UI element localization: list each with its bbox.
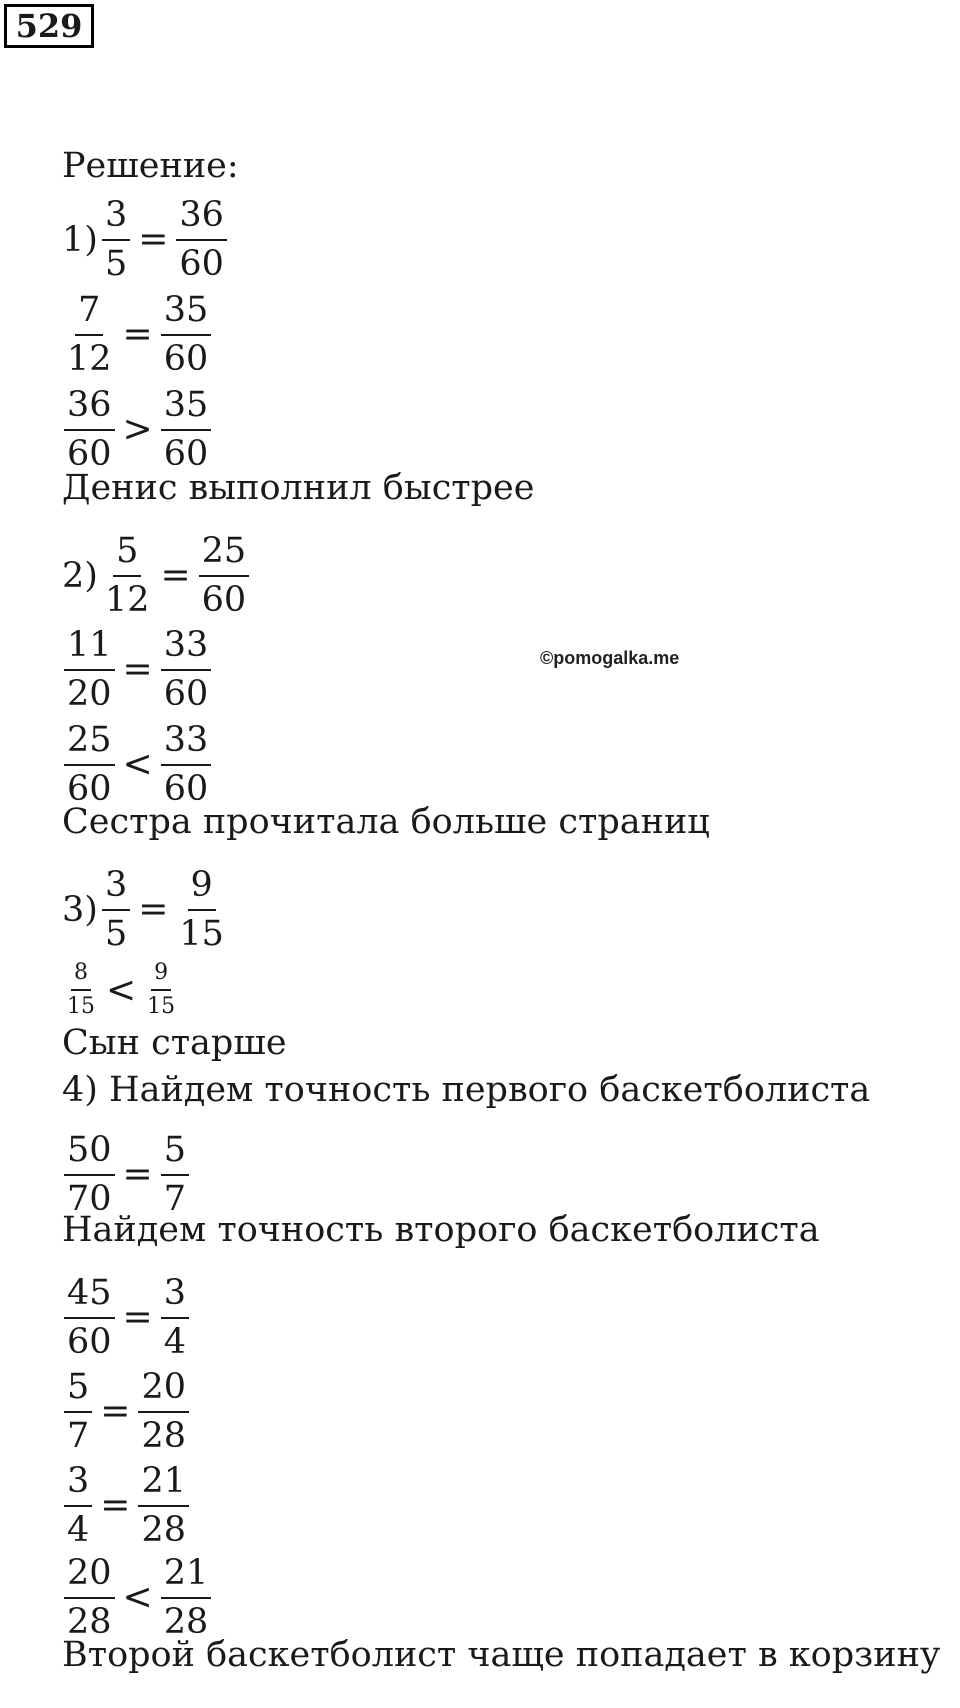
fraction-numerator: 3 — [161, 1273, 189, 1319]
comparison-operator: > — [122, 409, 153, 450]
fraction-denominator: 7 — [67, 1416, 90, 1456]
fraction-equation — [62, 1367, 191, 1456]
solution-text-line: Сестра прочитала больше страниц — [62, 802, 710, 842]
step-label: 3) — [62, 889, 98, 930]
fraction — [64, 290, 115, 379]
fraction — [161, 1273, 189, 1362]
fraction-numerator: 45 — [64, 1273, 115, 1319]
comparison-operator: < — [122, 744, 153, 785]
fraction — [64, 625, 115, 714]
comparison-operator: < — [106, 969, 137, 1011]
fraction-equation — [62, 625, 213, 714]
fraction-equation — [62, 960, 180, 1020]
fraction — [138, 1461, 189, 1550]
solution-text-line: Найдем точность второго баскетболиста — [62, 1210, 820, 1250]
fraction-denominator: 12 — [104, 580, 150, 620]
fraction — [161, 290, 212, 379]
fraction-denominator: 28 — [163, 1602, 209, 1642]
fraction — [64, 1553, 115, 1642]
comparison-operator: = — [122, 1297, 153, 1338]
fraction-denominator: 60 — [67, 1322, 112, 1362]
fraction — [176, 865, 227, 954]
fraction — [144, 960, 178, 1020]
fraction — [161, 1130, 189, 1219]
fraction-denominator: 15 — [147, 994, 176, 1019]
fraction-numerator: 8 — [71, 960, 91, 991]
comparison-operator: = — [138, 889, 169, 930]
fraction-denominator: 12 — [67, 339, 112, 379]
solution-text-line: Денис выполнил быстрее — [62, 468, 535, 508]
fraction-numerator: 33 — [161, 625, 212, 671]
fraction — [161, 625, 212, 714]
fraction-denominator: 60 — [163, 674, 209, 714]
fraction-equation — [62, 1553, 213, 1642]
fraction-denominator: 4 — [67, 1510, 90, 1550]
fraction-numerator: 3 — [64, 1461, 92, 1507]
fraction-numerator: 11 — [64, 625, 115, 671]
fraction-numerator: 3 — [102, 865, 130, 911]
fraction-denominator: 70 — [67, 1179, 112, 1219]
fraction-numerator: 5 — [161, 1130, 189, 1176]
solution-text-line: 4) Найдем точность первого баскетболиста — [62, 1070, 871, 1110]
fraction-numerator: 7 — [75, 290, 103, 336]
fraction — [199, 531, 250, 620]
fraction-denominator: 4 — [163, 1322, 186, 1362]
solution-heading: Решение: — [62, 146, 239, 186]
fraction-denominator: 60 — [179, 244, 224, 284]
fraction — [161, 720, 212, 809]
comparison-operator: = — [122, 1154, 153, 1195]
fraction-numerator: 5 — [64, 1367, 92, 1413]
fraction — [64, 1273, 115, 1362]
fraction-numerator: 33 — [161, 720, 212, 766]
fraction-equation — [62, 385, 213, 474]
fraction-numerator: 9 — [188, 865, 216, 911]
fraction — [64, 1130, 115, 1219]
fraction — [64, 720, 115, 809]
fraction-numerator: 25 — [64, 720, 115, 766]
fraction-numerator: 20 — [138, 1367, 189, 1413]
fraction — [64, 1367, 92, 1456]
fraction-denominator: 20 — [67, 674, 112, 714]
fraction-denominator: 15 — [179, 914, 224, 954]
fraction-equation — [62, 531, 251, 620]
comparison-operator: = — [122, 314, 153, 355]
fraction-denominator: 5 — [104, 914, 128, 954]
task-number: 529 — [15, 7, 83, 45]
fraction — [64, 385, 115, 474]
comparison-operator: = — [160, 555, 191, 596]
fraction-numerator: 20 — [64, 1553, 115, 1599]
step-label: 2) — [62, 555, 98, 596]
watermark: ©pomogalka.me — [540, 648, 680, 668]
comparison-operator: = — [122, 649, 153, 690]
fraction-denominator: 60 — [163, 769, 209, 809]
fraction — [176, 195, 227, 284]
fraction — [64, 1461, 92, 1550]
fraction-numerator: 35 — [161, 385, 212, 431]
solution-text-line: Сын старше — [62, 1023, 287, 1063]
fraction-equation — [62, 290, 213, 379]
fraction-numerator: 25 — [199, 531, 250, 577]
comparison-operator: < — [122, 1577, 153, 1618]
fraction — [102, 531, 153, 620]
fraction-denominator: 28 — [67, 1602, 112, 1642]
fraction-denominator: 60 — [67, 434, 112, 474]
step-label: 1) — [62, 219, 98, 260]
fraction-denominator: 60 — [163, 434, 209, 474]
fraction — [102, 195, 130, 284]
fraction-equation — [62, 1130, 191, 1219]
fraction-equation — [62, 1273, 191, 1362]
fraction-numerator: 35 — [161, 290, 212, 336]
fraction-numerator: 5 — [113, 531, 141, 577]
fraction-denominator: 28 — [141, 1510, 186, 1550]
fraction — [138, 1367, 189, 1456]
fraction-denominator: 5 — [104, 244, 128, 284]
fraction-equation — [62, 195, 229, 284]
fraction-numerator: 36 — [64, 385, 115, 431]
fraction-numerator: 9 — [151, 960, 171, 991]
comparison-operator: = — [100, 1485, 131, 1526]
fraction-denominator: 28 — [141, 1416, 186, 1456]
fraction-numerator: 36 — [176, 195, 227, 241]
fraction — [64, 960, 98, 1020]
fraction-denominator: 60 — [201, 580, 247, 620]
fraction-numerator: 21 — [138, 1461, 189, 1507]
fraction-denominator: 60 — [67, 769, 112, 809]
fraction-equation — [62, 1461, 191, 1550]
task-number-box — [4, 4, 94, 48]
fraction — [161, 1553, 212, 1642]
fraction-numerator: 3 — [102, 195, 130, 241]
fraction-equation — [62, 865, 229, 954]
fraction-numerator: 50 — [64, 1130, 115, 1176]
fraction-denominator: 7 — [163, 1179, 186, 1219]
fraction-denominator: 60 — [163, 339, 209, 379]
fraction — [102, 865, 130, 954]
fraction-denominator: 15 — [67, 994, 95, 1019]
comparison-operator: = — [138, 219, 169, 260]
comparison-operator: = — [100, 1391, 131, 1432]
fraction-numerator: 21 — [161, 1553, 212, 1599]
solution-text-line: Второй баскетболист чаще попадает в корзину — [62, 1635, 941, 1675]
fraction — [161, 385, 212, 474]
fraction-equation — [62, 720, 213, 809]
